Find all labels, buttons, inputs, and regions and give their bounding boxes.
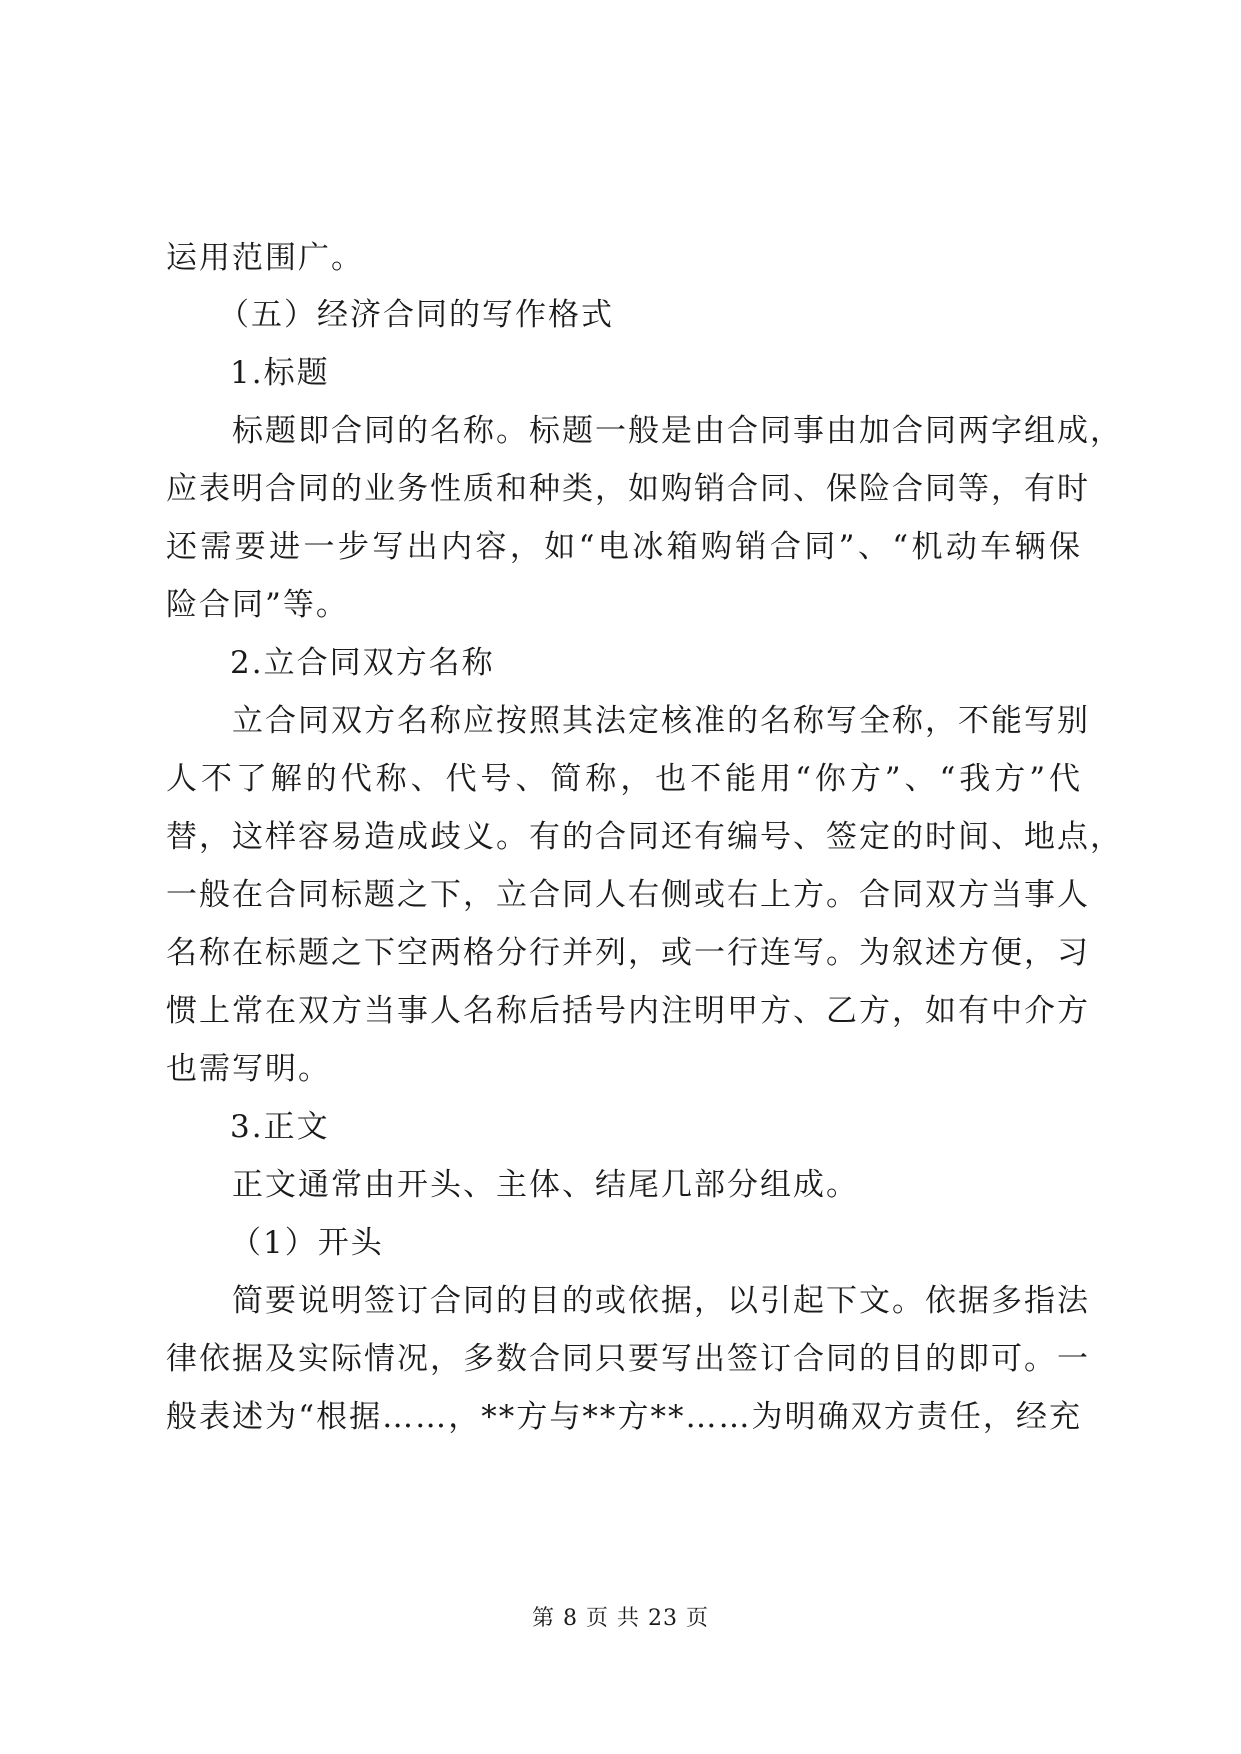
text-line: 也需写明。	[166, 1051, 331, 1087]
subsection-heading: 1.标题	[230, 355, 330, 391]
text-line: 般表述为“根据……，**方与**方**……为明确双方责任，经充	[166, 1399, 1082, 1435]
text-line: 立合同双方名称应按照其法定核准的名称写全称，不能写别	[232, 703, 1090, 739]
subsection-heading: （1）开头	[230, 1225, 384, 1261]
text-line: 一般在合同标题之下，立合同人右侧或右上方。合同双方当事人	[166, 877, 1090, 913]
text-line: 险合同”等。	[166, 587, 349, 623]
subsection-heading: 2.立合同双方名称	[230, 645, 495, 681]
page-number-footer: 第 8 页 共 23 页	[532, 1606, 709, 1631]
text-line: 名称在标题之下空两格分行并列，或一行连写。为叙述方便，习	[166, 935, 1090, 971]
text-line: 还需要进一步写出内容，如“电冰箱购销合同”、“机动车辆保	[166, 529, 1082, 565]
text-line: 正文通常由开头、主体、结尾几部分组成。	[232, 1167, 859, 1203]
text-line: 人不了解的代称、代号、简称，也不能用“你方”、“我方”代	[166, 761, 1082, 797]
text-line: 应表明合同的业务性质和种类，如购销合同、保险合同等，有时	[166, 471, 1090, 507]
text-line: 标题即合同的名称。标题一般是由合同事由加合同两字组成，	[232, 413, 1123, 449]
text-line: 惯上常在双方当事人名称后括号内注明甲方、乙方，如有中介方	[166, 993, 1090, 1029]
text-line: 替，这样容易造成歧义。有的合同还有编号、签定的时间、地点，	[166, 819, 1123, 855]
section-heading: （五）经济合同的写作格式	[218, 297, 614, 333]
text-line: 律依据及实际情况，多数合同只要写出签订合同的目的即可。一	[166, 1341, 1090, 1377]
text-line: 简要说明签订合同的目的或依据，以引起下文。依据多指法	[232, 1283, 1090, 1319]
text-line: 运用范围广。	[166, 240, 364, 276]
subsection-heading: 3.正文	[230, 1109, 330, 1145]
